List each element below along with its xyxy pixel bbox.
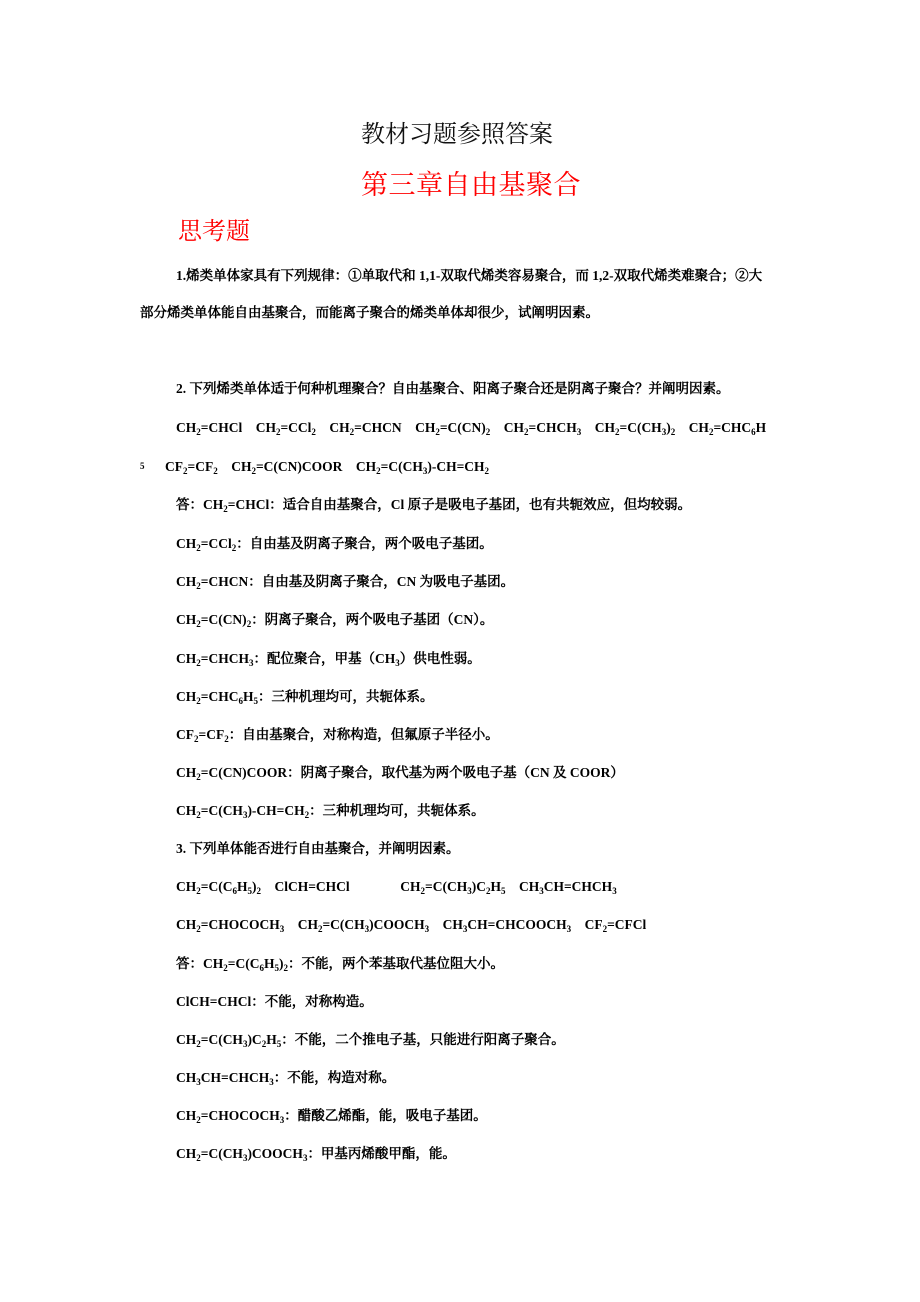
answer-line: $CF_2=CF_2$：自由基聚合，对称构造，但氟原子半径小。	[176, 727, 499, 744]
answer-line: $CH_2=CHOCOCH_3$：醋酸乙烯酯，能，吸电子基团。	[176, 1108, 487, 1125]
question-2-line: 2. 下列烯类单体适于何种机理聚合？自由基聚合、阳离子聚合还是阴离子聚合？并阐明因素。	[176, 381, 730, 396]
answer-line: ClCH=CHCl：不能，对称构造。	[176, 994, 373, 1009]
answer-line: $CH_2=C(CN)COOR$：阴离子聚合，取代基为两个吸电子基（CN 及 COOR）	[176, 765, 624, 782]
answer-line: $CH_2=C(CH_3)-CH=CH_2$：三种机理均可，共轭体系。	[176, 803, 485, 820]
chapter-heading: 第三章自由基聚合	[361, 170, 581, 200]
question-1-cont-line: 部分烯类单体能自由基聚合，而能离子聚合的烯类单体却很少，试阐明因素。	[140, 305, 599, 320]
wrapped-subscript-fragment: 5	[140, 461, 145, 471]
question-3-line: 3. 下列单体能否进行自由基聚合，并阐明因素。	[176, 841, 460, 856]
answer-line: $CH_2=CCl_2$：自由基及阴离子聚合，两个吸电子基团。	[176, 536, 493, 553]
monomer-list-line: $CH_2=CHCl$ $CH_2=CCl_2$ $CH_2=CHCN$ $CH_2=C(CN)_2$ $CH_2=CHCH_3$ $CH_2=C(CH_3)_2$ $CH_2=CHC_6H$	[176, 420, 767, 437]
answer-line: 答：$CH_2=C(C_6H_5)_2$：不能，两个苯基取代基位阻大小。	[176, 956, 504, 973]
answer-line: $CH_2=CHCH_3$：配位聚合，甲基$(CH_3)$供电性弱。	[176, 651, 481, 668]
answer-line: $CH_2=C(CH_3)COOCH_3$：甲基丙烯酸甲酯，能。	[176, 1146, 456, 1163]
answer-line: $CH_2=CHC_6H_5$：三种机理均可，共轭体系。	[176, 689, 434, 706]
monomer-list-line: $CH_2=CHOCOCH_3$ $CH_2=C(CH_3)COOCH_3$ $CH_3CH=CHCOOCH_3$ $CF_2=CFCl$	[176, 917, 647, 934]
answer-line: $CH_2=C(CN)_2$：阴离子聚合，两个吸电子基团（CN）。	[176, 612, 494, 629]
monomer-list-line: $CH_2=C(C_6H_5)_2$ ClCH=CHCl $CH_2=C(CH_3)C_2H_5$ $CH_3CH=CHCH_3$	[176, 879, 617, 896]
section-heading: 思考题	[178, 219, 250, 245]
answer-line: $CH_2=C(CH_3)C_2H_5$：不能，二个推电子基，只能进行阳离子聚合。	[176, 1032, 565, 1049]
document-title: 教材习题参照答案	[361, 122, 553, 148]
answer-line: $CH_3CH=CHCH_3$：不能，构造对称。	[176, 1070, 396, 1087]
question-1-line: 1.烯类单体家具有下列规律：①单取代和 1,1-双取代烯类容易聚合，而 1,2-双取代烯类难聚合；②大	[176, 268, 763, 283]
answer-line: $CH_2=CHCN$：自由基及阴离子聚合，CN 为吸电子基团。	[176, 574, 515, 591]
answer-line: 答：$CH_2=CHCl$：适合自由基聚合，Cl 原子是吸电子基团，也有共轭效应，但均较弱。	[176, 497, 692, 514]
monomer-list-cont-line: $CF_2=CF_2$ $CH_2=C(CN)COOR$ $CH_2=C(CH_3)-CH=CH_2$	[165, 459, 490, 476]
